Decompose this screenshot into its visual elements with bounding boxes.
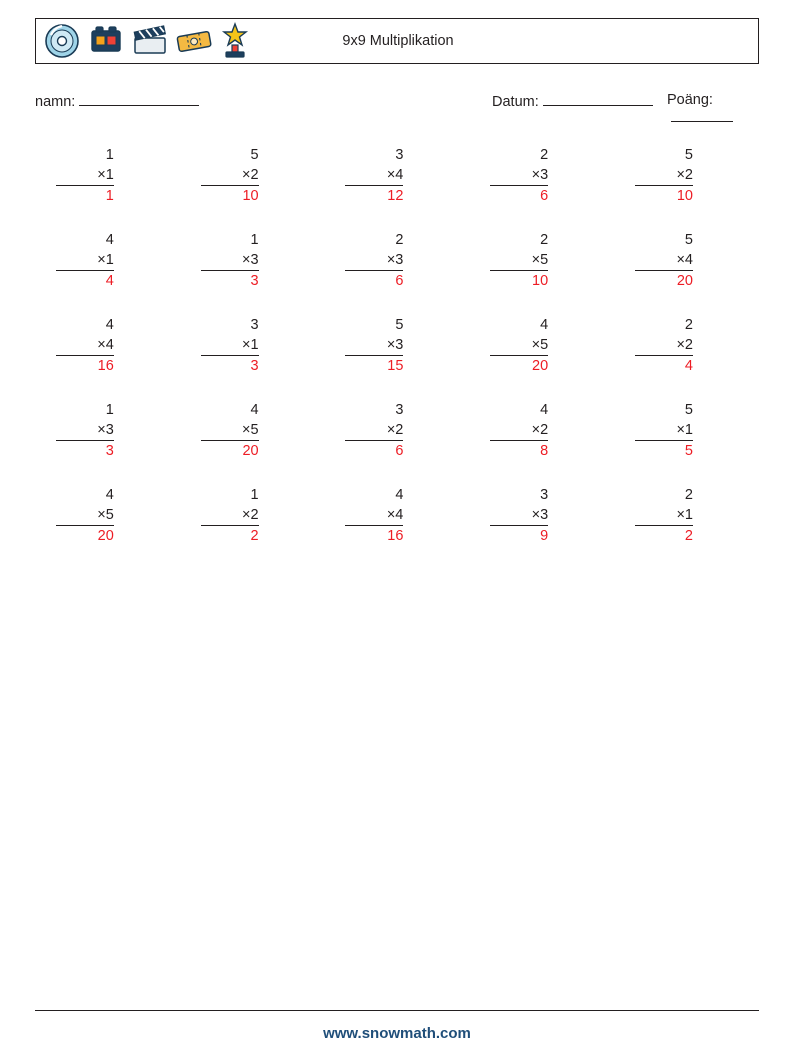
problem [345,400,403,461]
multiplier: ×4 [386,507,404,523]
problem-cell [180,310,325,395]
problem [56,145,114,206]
problem [490,315,548,376]
multiplicand: 3 [250,317,259,333]
answer: 3 [201,355,259,376]
multiplicand: 3 [540,487,549,503]
problem [635,230,693,291]
multiplier: ×2 [386,422,404,438]
problem-cell [469,225,614,310]
multiplicand: 4 [540,402,549,418]
problem-cell [35,225,180,310]
multiplicand: 1 [105,147,114,163]
problem-cell [35,310,180,395]
problem-cell [35,395,180,480]
multiplier: ×2 [676,337,693,353]
multiplier: ×3 [531,167,549,183]
problem [201,230,259,291]
problem-cell [180,480,325,565]
worksheet-title: 9x9 Multiplikation [342,33,454,49]
answer: 8 [490,440,548,461]
multiplier: ×3 [531,507,549,523]
multiplicand: 4 [105,232,114,248]
problem-grid [35,140,759,565]
answer: 6 [345,270,403,291]
problem-cell [180,395,325,480]
problem [56,230,114,291]
problem [490,230,548,291]
date-input-line[interactable] [543,92,653,106]
multiplier: ×1 [97,167,114,183]
multiplier: ×5 [97,507,114,523]
problem-cell [614,140,759,225]
multiplier: ×5 [242,422,259,438]
answer: 20 [635,270,693,291]
problem-cell [469,140,614,225]
problem-cell [35,480,180,565]
multiplicand: 5 [395,317,404,333]
answer: 10 [201,185,259,206]
problem-cell [469,480,614,565]
date-label: Datum: [492,94,539,110]
multiplier: ×4 [676,252,693,268]
problem-cell [325,225,470,310]
multiplier: ×1 [97,252,114,268]
problem-cell [325,395,470,480]
multiplier: ×1 [676,507,693,523]
multiplier: ×2 [242,507,259,523]
answer: 15 [345,355,403,376]
problem [635,485,693,546]
multiplicand: 2 [684,487,693,503]
multiplicand: 5 [684,402,693,418]
answer: 2 [635,525,693,546]
problem-cell [614,225,759,310]
multiplier: ×4 [97,337,114,353]
multiplier: ×2 [531,422,549,438]
problem-cell [35,140,180,225]
problem [345,230,403,291]
answer: 2 [201,525,259,546]
problem [635,145,693,206]
multiplicand: 5 [684,232,693,248]
answer: 20 [490,355,548,376]
answer: 16 [345,525,403,546]
score-label: Poäng: [667,92,713,108]
problem-cell [180,225,325,310]
multiplicand: 4 [105,487,114,503]
answer: 16 [56,355,114,376]
multiplicand: 4 [540,317,549,333]
answer: 9 [490,525,548,546]
multiplicand: 1 [250,487,259,503]
multiplicand: 5 [684,147,693,163]
problem-cell [614,480,759,565]
problem-cell [325,310,470,395]
multiplier: ×1 [242,337,259,353]
multiplicand: 1 [250,232,259,248]
multiplier: ×2 [676,167,693,183]
multiplicand: 4 [395,487,404,503]
answer: 1 [56,185,114,206]
problem-cell [469,310,614,395]
problem [635,400,693,461]
problem [490,485,548,546]
answer: 12 [345,185,403,206]
multiplicand: 2 [395,232,404,248]
problem [345,485,403,546]
answer: 5 [635,440,693,461]
problem [56,485,114,546]
problem [56,400,114,461]
multiplicand: 2 [684,317,693,333]
problem [201,485,259,546]
problem [56,315,114,376]
meta-row [35,92,759,114]
answer: 4 [635,355,693,376]
answer: 4 [56,270,114,291]
multiplicand: 4 [250,402,259,418]
multiplier: ×4 [386,167,404,183]
problem [345,315,403,376]
answer: 6 [345,440,403,461]
score-input-line[interactable] [671,108,733,122]
multiplicand: 3 [395,402,404,418]
multiplicand: 2 [540,147,549,163]
answer: 3 [56,440,114,461]
problem-cell [614,310,759,395]
score-field-group [667,92,759,126]
answer: 10 [635,185,693,206]
multiplicand: 2 [540,232,549,248]
multiplier: ×5 [531,337,549,353]
header-bar [35,18,759,64]
problem [201,400,259,461]
date-field-group [492,92,653,110]
problem [490,400,548,461]
problem [635,315,693,376]
problem-cell [469,395,614,480]
problem-cell [180,140,325,225]
problem-cell [614,395,759,480]
multiplier: ×2 [242,167,259,183]
problem [345,145,403,206]
name-label: namn: [35,94,76,110]
answer: 6 [490,185,548,206]
multiplier: ×5 [531,252,549,268]
answer: 20 [56,525,114,546]
multiplier: ×3 [242,252,259,268]
multiplier: ×3 [386,337,404,353]
multiplier: ×1 [676,422,693,438]
multiplicand: 1 [105,402,114,418]
answer: 20 [201,440,259,461]
name-input-line[interactable] [79,92,199,106]
answer: 10 [490,270,548,291]
multiplier: ×3 [97,422,114,438]
problem-cell [325,140,470,225]
answer: 3 [201,270,259,291]
multiplicand: 5 [250,147,259,163]
multiplicand: 4 [105,317,114,333]
multiplier: ×3 [386,252,404,268]
problem [490,145,548,206]
name-field-group [35,92,199,110]
footer-site-link[interactable]: www.snowmath.com [323,1025,471,1042]
problem-cell [325,480,470,565]
problem [201,145,259,206]
problem [201,315,259,376]
multiplicand: 3 [395,147,404,163]
footer-divider [35,1010,759,1011]
